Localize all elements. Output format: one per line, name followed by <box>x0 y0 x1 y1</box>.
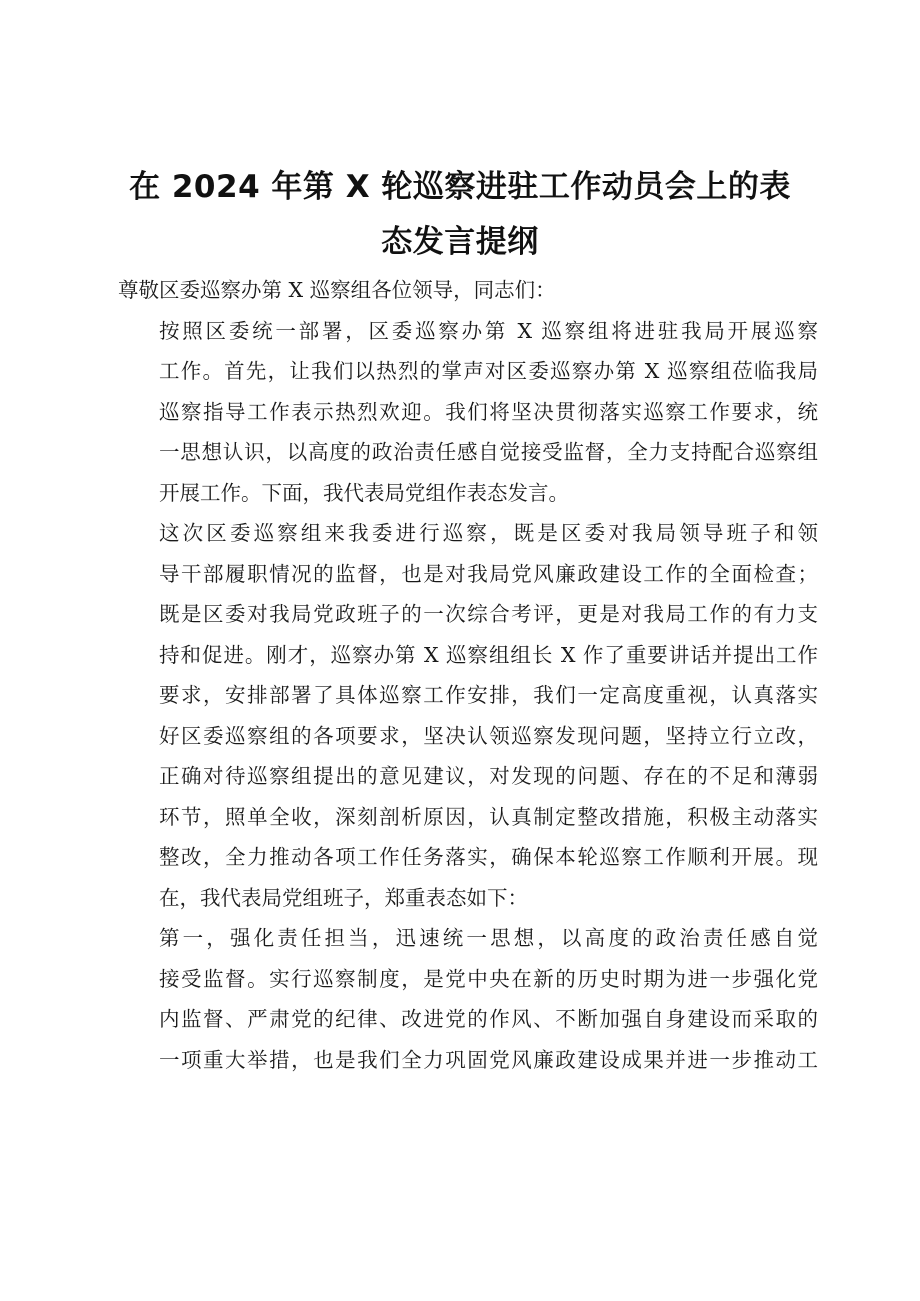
text-line: 既是区委对我局党政班子的一次综合考评，更是对我局工作的有力支 <box>159 602 818 626</box>
text-line: 在，我代表局党组班子，郑重表态如下： <box>159 885 528 910</box>
text-line: 巡察指导工作表示热烈欢迎。我们将坚决贯彻落实巡察工作要求，统 <box>159 399 818 424</box>
text-line: 导干部履职情况的监督，也是对我局党风廉政建设工作的全面检查； <box>159 561 818 586</box>
text-line: 开展工作。下面，我代表局党组作表态发言。 <box>159 480 569 505</box>
text-line: 正确对待巡察组提出的意见建议，对发现的问题、存在的不足和薄弱 <box>159 764 818 788</box>
text-line: 整改，全力推动各项工作任务落实，确保本轮巡察工作顺利开展。现 <box>159 845 818 869</box>
text-line: 持和促进。刚才，巡察办第 X 巡察组组长 X 作了重要讲话并提出工作 <box>159 642 818 667</box>
title-line: 在 2024 年第 X 轮巡察进驻工作动员会上的表 <box>129 169 791 205</box>
text-line: 一思想认识，以高度的政治责任感自觉接受监督，全力支持配合巡察组 <box>159 440 818 464</box>
text-line: 尊敬区委巡察办第 X 巡察组各位领导，同志们： <box>118 278 556 302</box>
text-line: 好区委巡察组的各项要求，坚决认领巡察发现问题，坚持立行立改， <box>159 723 818 748</box>
paragraph-point-one <box>118 918 818 1080</box>
document-body <box>118 270 818 1080</box>
text-line: 这次区委巡察组来我委进行巡察，既是区委对我局领导班子和领 <box>159 521 818 545</box>
text-line: 工作。首先，让我们以热烈的掌声对区委巡察办第 X 巡察组莅临我局 <box>159 359 818 383</box>
text-line: 要求，安排部署了具体巡察工作安排，我们一定高度重视，认真落实 <box>159 683 818 707</box>
paragraph-intro <box>118 311 818 514</box>
text-line: 第一，强化责任担当，迅速统一思想，以高度的政治责任感自觉 <box>159 926 818 950</box>
text-line: 按照区委统一部署，区委巡察办第 X 巡察组将进驻我局开展巡察 <box>159 318 818 343</box>
salutation <box>118 270 818 311</box>
text-line: 一项重大举措，也是我们全力巩固党风廉政建设成果并进一步推动工 <box>159 1047 818 1072</box>
text-line: 接受监督。实行巡察制度，是党中央在新的历史时期为进一步强化党 <box>159 966 818 991</box>
document-title <box>120 160 800 270</box>
title-line: 态发言提纲 <box>381 224 539 260</box>
text-line: 环节，照单全收，深刻剖析原因，认真制定整改措施，积极主动落实 <box>159 804 818 829</box>
paragraph-significance <box>118 513 818 918</box>
text-line: 内监督、严肃党的纪律、改进党的作风、不断加强自身建设而采取的 <box>159 1007 818 1031</box>
